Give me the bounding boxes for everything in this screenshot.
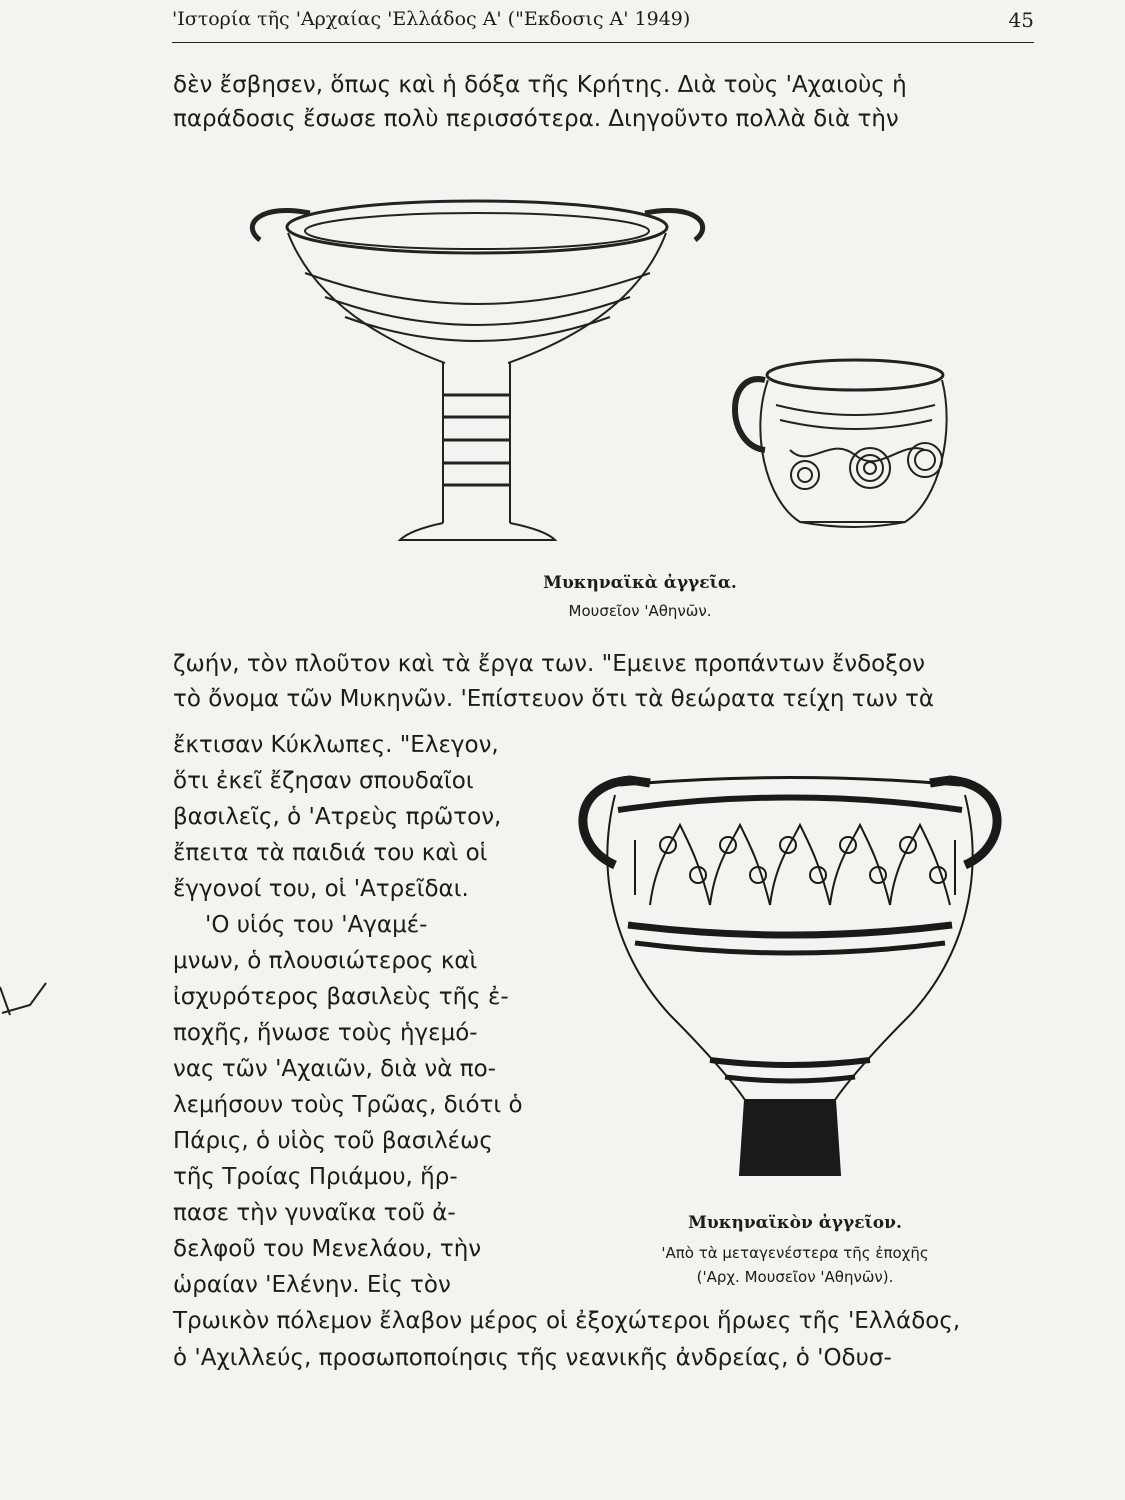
spiral-jug-illustration bbox=[720, 350, 960, 540]
text-line: τὸ ὄνομα τῶν Μυκηνῶν. 'Επίστευον ὅτι τὰ θεώρατα τείχη των τὰ bbox=[173, 686, 935, 712]
column-line: δελφοῦ του Μενελάου, τὴν bbox=[173, 1236, 482, 1262]
column-line: τῆς Τροίας Πριάμου, ἥρ- bbox=[173, 1164, 458, 1190]
text-line: παράδοσις ἔσωσε πολὺ περισσότερα. Διηγοῦντο πολλὰ διὰ τὴν bbox=[173, 106, 899, 132]
kylix-illustration bbox=[240, 185, 720, 555]
text-line: ζωήν, τὸν πλοῦτον καὶ τὰ ἔργα των. "Εμεινε προπάντων ἔνδοξον bbox=[173, 651, 925, 677]
page-number: 45 bbox=[1008, 8, 1034, 32]
figure2-subtitle-line1: 'Απὸ τὰ μεταγενέστερα τῆς ἐποχῆς bbox=[661, 1244, 929, 1262]
text-line: ὁ 'Αχιλλεύς, προσωποποίησις τῆς νεανικῆς ἀνδρείας, ὁ 'Οδυσ- bbox=[173, 1345, 892, 1371]
column-line: πασε τὴν γυναῖκα τοῦ ἀ- bbox=[173, 1200, 456, 1226]
header-title: 'Ιστορία τῆς 'Αρχαίας 'Ελλάδος Α' ("Εκδοσις Α' 1949) bbox=[172, 8, 691, 30]
figure1-subtitle: Μουσεῖον 'Αθηνῶν. bbox=[568, 602, 712, 620]
column-line: ποχῆς, ἥνωσε τοὺς ἡγεμό- bbox=[173, 1020, 478, 1046]
column-line: 'Ο υἱός του 'Αγαμέ- bbox=[205, 912, 428, 938]
column-line: νας τῶν 'Αχαιῶν, διὰ νὰ πο- bbox=[173, 1056, 496, 1082]
column-line: λεμήσουν τοὺς Τρῶας, διότι ὁ bbox=[173, 1092, 523, 1118]
column-line: ὅτι ἐκεῖ ἔζησαν σπουδαῖοι bbox=[173, 768, 474, 794]
column-line: ἔπειτα τὰ παιδιά του καὶ οἱ bbox=[173, 840, 488, 866]
figure2-subtitle-line2: ('Αρχ. Μουσεῖον 'Αθηνῶν). bbox=[696, 1268, 894, 1286]
running-header bbox=[172, 6, 1034, 43]
text-line: Τρωικὸν πόλεμον ἔλαβον μέρος οἱ ἐξοχώτεροι ἥρωες τῆς 'Ελλάδος, bbox=[173, 1308, 961, 1334]
margin-pencil-mark bbox=[0, 975, 50, 1035]
column-line: Πάρις, ὁ υἱὸς τοῦ βασιλέως bbox=[173, 1128, 493, 1154]
column-line: ἰσχυρότερος βασιλεὺς τῆς ἐ- bbox=[173, 984, 509, 1010]
column-line: ὡραίαν 'Ελένην. Εἰς τὸν bbox=[173, 1272, 451, 1298]
figure2-title: Μυκηναϊκὸν ἀγγεῖον. bbox=[688, 1213, 902, 1233]
amphora-illustration bbox=[560, 745, 1020, 1205]
column-line: μνων, ὁ πλουσιώτερος καὶ bbox=[173, 948, 478, 974]
text-line: δὲν ἔσβησεν, ὅπως καὶ ἡ δόξα τῆς Κρήτης. Διὰ τοὺς 'Αχαιοὺς ἡ bbox=[173, 72, 907, 98]
column-line: βασιλεῖς, ὁ 'Ατρεὺς πρῶτον, bbox=[173, 804, 502, 830]
column-line: ἔκτισαν Κύκλωπες. "Ελεγον, bbox=[173, 732, 499, 758]
figure1-title: Μυκηναϊκὰ ἀγγεῖα. bbox=[543, 573, 737, 593]
column-line: ἔγγονοί του, οἱ 'Ατρεῖδαι. bbox=[173, 876, 469, 902]
